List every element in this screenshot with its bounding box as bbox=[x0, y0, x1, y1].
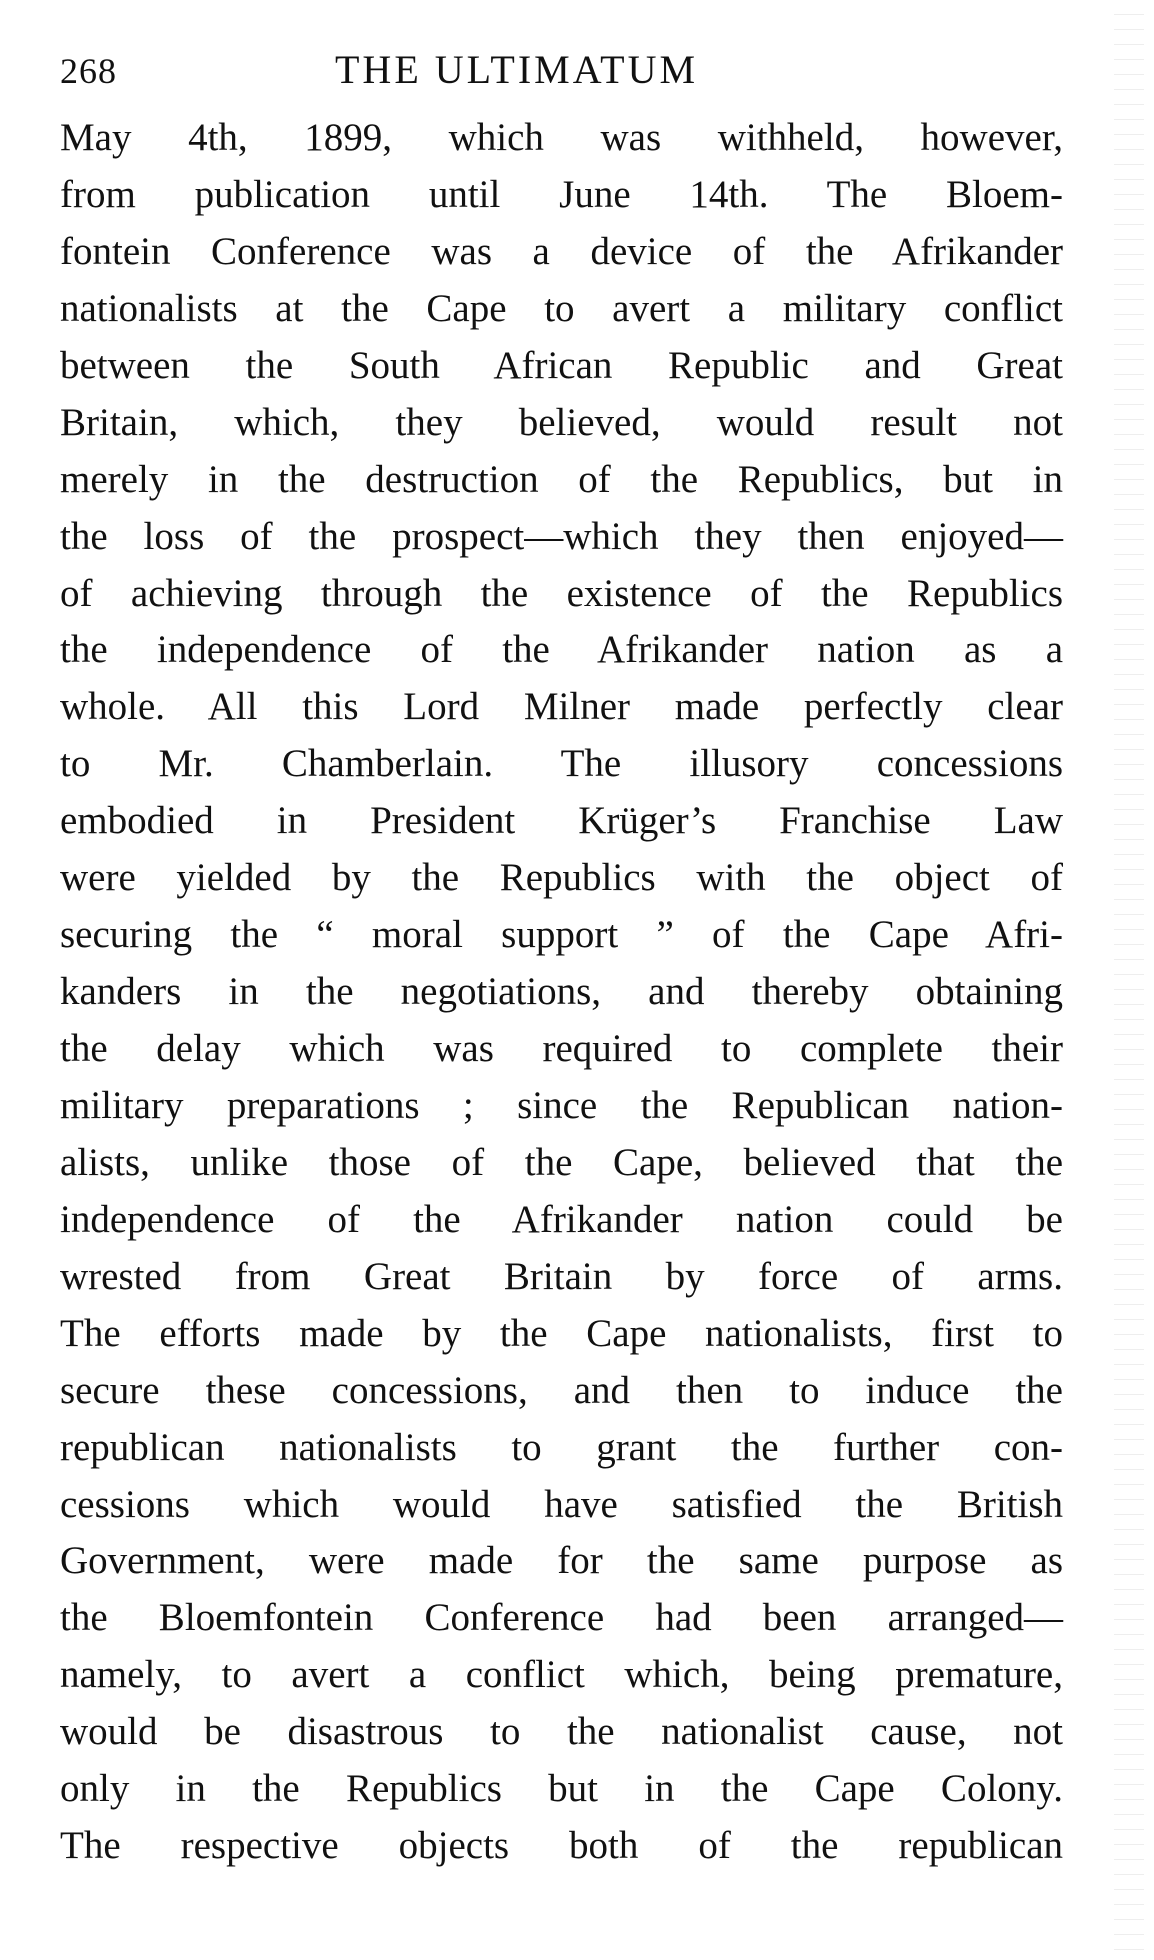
text-line: Britain, which, they believed, would result not bbox=[60, 400, 1063, 444]
text-line: May 4th, 1899, which was withheld, however, bbox=[60, 116, 1063, 159]
text-line: kanders in the negotiations, and thereby obtaining bbox=[60, 970, 1063, 1014]
text-line: fontein Conference was a device of the Afrikander bbox=[60, 229, 1063, 273]
text-line: would be disastrous to the nationalist cause, not bbox=[60, 1710, 1063, 1754]
text-line: only in the Republics but in the Cape Colony. bbox=[60, 1767, 1063, 1811]
text-line: republican nationalists to grant the further con- bbox=[60, 1425, 1063, 1469]
text-line: from publication until June 14th. The Bloem- bbox=[60, 172, 1063, 216]
text-line: merely in the destruction of the Republics, but in bbox=[60, 457, 1063, 501]
text-line: the loss of the prospect—which they then enjoyed— bbox=[60, 514, 1063, 558]
text-line: Government, were made for the same purpose as bbox=[60, 1539, 1063, 1583]
text-line: nationalists at the Cape to avert a military conflict bbox=[60, 286, 1063, 330]
running-title: THE ULTIMATUM bbox=[335, 47, 699, 92]
text-line: embodied in President Krüger’s Franchise Law bbox=[60, 799, 1063, 843]
text-line: The efforts made by the Cape nationalists, first to bbox=[60, 1311, 1063, 1355]
text-line: between the South African Republic and Great bbox=[60, 343, 1063, 387]
text-line: wrested from Great Britain by force of arms. bbox=[60, 1254, 1063, 1298]
text-line: were yielded by the Republics with the object of bbox=[60, 856, 1063, 900]
text-line: alists, unlike those of the Cape, believed that the bbox=[60, 1140, 1063, 1184]
text-line: the Bloemfontein Conference had been arranged— bbox=[60, 1596, 1063, 1640]
text-line: cessions which would have satisfied the British bbox=[60, 1482, 1063, 1526]
text-line: of achieving through the existence of the Republics bbox=[60, 571, 1063, 615]
text-line: military preparations ; since the Republican nation- bbox=[60, 1083, 1063, 1127]
text-line: the independence of the Afrikander nation as a bbox=[60, 628, 1063, 672]
page-number: 268 bbox=[60, 51, 117, 91]
page-edge bbox=[1114, 0, 1144, 1960]
text-line: namely, to avert a conflict which, being premature, bbox=[60, 1653, 1063, 1697]
text-line: securing the “ moral support ” of the Cape Afri- bbox=[60, 913, 1063, 957]
text-line: independence of the Afrikander nation could be bbox=[60, 1197, 1063, 1241]
body-text bbox=[60, 110, 1063, 1875]
text-line: to Mr. Chamberlain. The illusory concessions bbox=[60, 742, 1063, 786]
text-line: the delay which was required to complete their bbox=[60, 1027, 1063, 1070]
text-line: whole. All this Lord Milner made perfectly clear bbox=[60, 685, 1063, 729]
text-line: The respective objects both of the republican bbox=[60, 1824, 1063, 1868]
text-line: secure these concessions, and then to induce the bbox=[60, 1368, 1063, 1412]
